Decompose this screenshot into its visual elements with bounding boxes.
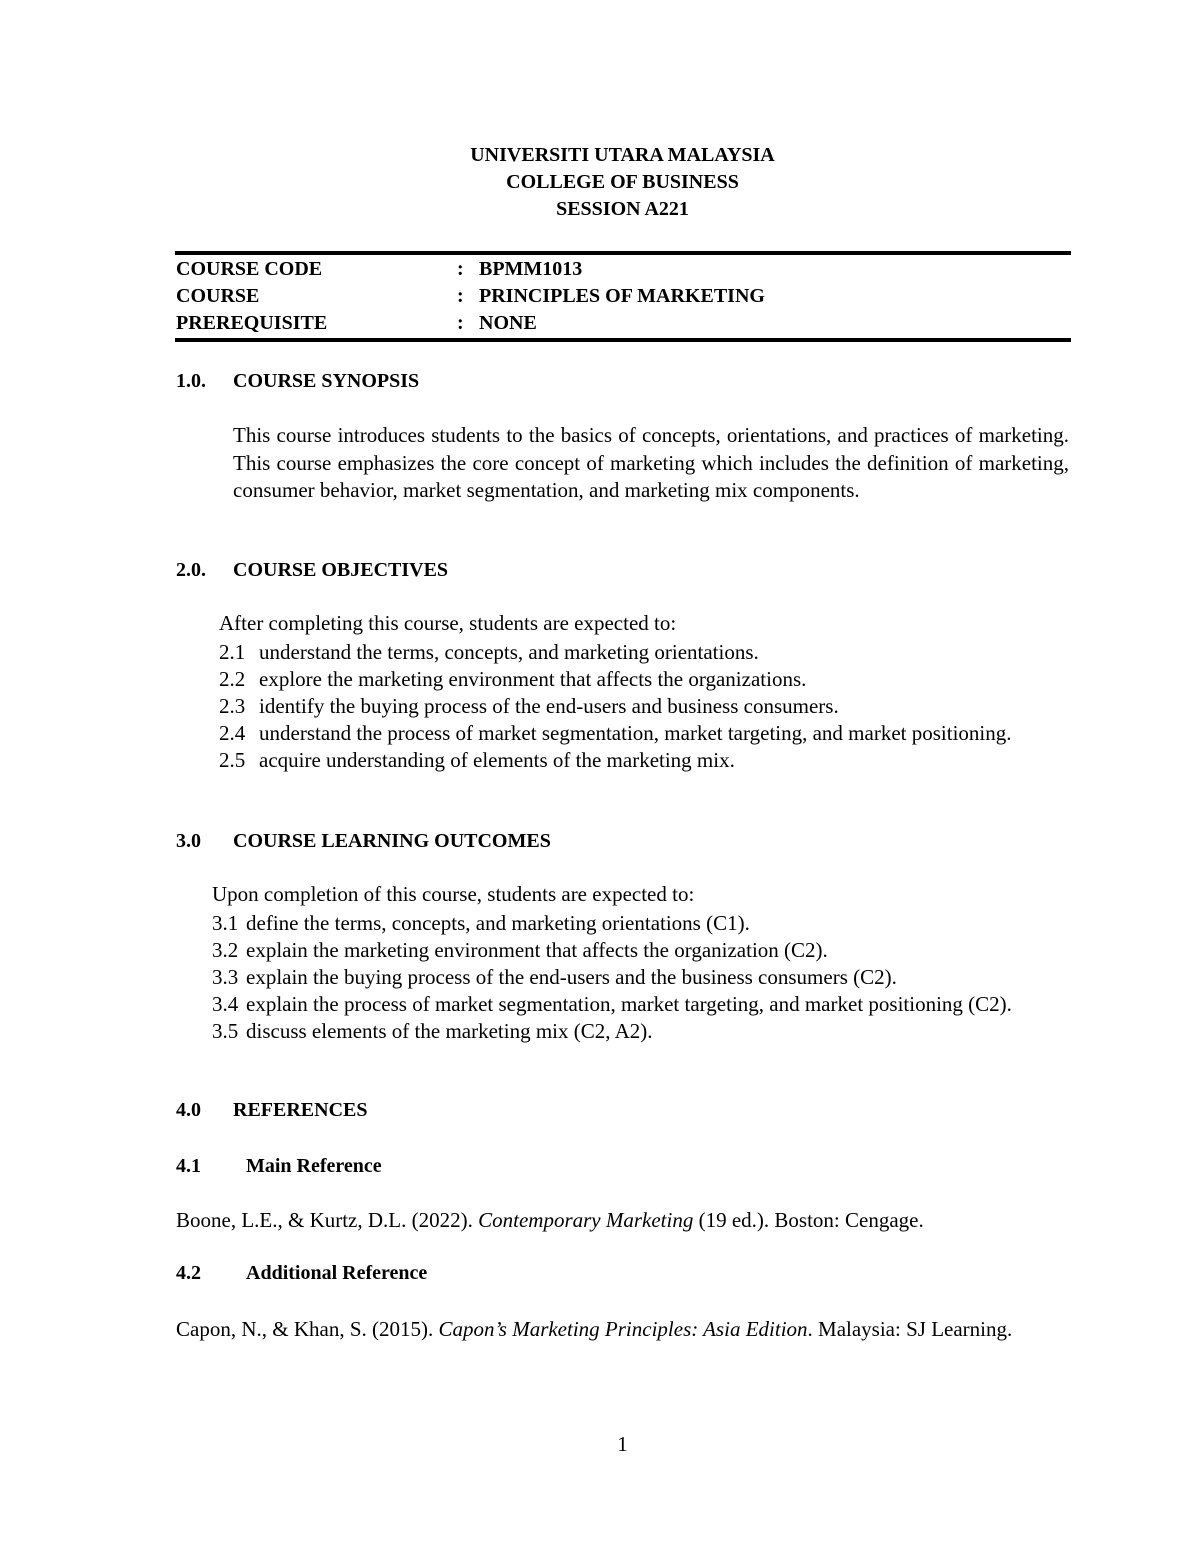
course-name-label: COURSE <box>176 285 260 307</box>
prerequisite-colon: : <box>457 312 464 334</box>
objectives-intro: After completing this course, students are expected to: <box>219 611 677 635</box>
course-code-label: COURSE CODE <box>176 258 323 280</box>
main-reference-title: Main Reference <box>246 1155 382 1177</box>
page-number: 1 <box>617 1432 628 1456</box>
references-heading <box>176 1099 367 1122</box>
session-label: SESSION A221 <box>556 198 689 220</box>
outcome-number: 3.2 <box>212 938 239 962</box>
main-reference-authors: Boone, L.E., & Kurtz, D.L. (2022). <box>176 1208 479 1232</box>
outcome-number: 3.1 <box>212 911 239 935</box>
course-name-row <box>176 283 765 310</box>
outcome-text: explain the buying process of the end-users and the business consumers (C2). <box>246 965 897 989</box>
list-item <box>219 693 1070 720</box>
objective-text: acquire understanding of elements of the marketing mix. <box>259 748 735 772</box>
list-item <box>212 937 1070 964</box>
outcome-text: explain the process of market segmentation, market targeting, and market positioning (C2). <box>246 992 1012 1016</box>
main-reference-entry <box>176 1207 1070 1235</box>
outcome-number: 3.3 <box>212 965 239 989</box>
document-header <box>0 142 1200 223</box>
objective-number: 2.5 <box>219 748 246 772</box>
list-item <box>219 639 1070 666</box>
prerequisite-value: NONE <box>479 312 537 334</box>
references-title: REFERENCES <box>233 1099 368 1121</box>
list-item <box>212 964 1070 991</box>
outcomes-title: COURSE LEARNING OUTCOMES <box>233 830 551 852</box>
additional-reference-entry <box>176 1316 1070 1344</box>
objectives-heading <box>176 559 448 582</box>
list-item <box>212 991 1070 1018</box>
course-info-table <box>176 256 765 337</box>
main-reference-citation <box>176 1207 1070 1235</box>
synopsis-title: COURSE SYNOPSIS <box>233 370 420 392</box>
course-code-value: BPMM1013 <box>479 258 583 280</box>
course-code-row <box>176 256 765 283</box>
outcome-number: 3.5 <box>212 1019 239 1043</box>
course-name-colon: : <box>457 285 464 307</box>
university-name: UNIVERSITI UTARA MALAYSIA <box>470 144 775 166</box>
outcomes-number: 3.0 <box>176 830 201 852</box>
additional-reference-publication: . Malaysia: SJ Learning. <box>807 1317 1013 1341</box>
objectives-list <box>219 639 1070 774</box>
additional-reference-heading <box>176 1262 427 1285</box>
main-reference-book-title: Contemporary Marketing <box>478 1208 694 1232</box>
main-reference-number: 4.1 <box>176 1155 201 1177</box>
list-item <box>212 910 1070 937</box>
course-code-colon: : <box>457 258 464 280</box>
additional-reference-authors: Capon, N., & Khan, S. (2015). <box>176 1317 439 1341</box>
outcome-text: define the terms, concepts, and marketing orientations (C1). <box>246 911 750 935</box>
list-item <box>219 747 1070 774</box>
synopsis-number: 1.0. <box>176 370 206 392</box>
course-name-value: PRINCIPLES OF MARKETING <box>479 285 765 307</box>
additional-reference-title: Additional Reference <box>246 1262 428 1284</box>
list-item <box>219 666 1070 693</box>
objective-number: 2.1 <box>219 640 246 664</box>
additional-reference-number: 4.2 <box>176 1262 201 1284</box>
outcome-text: explain the marketing environment that affects the organization (C2). <box>246 938 828 962</box>
objective-text: understand the terms, concepts, and marketing orientations. <box>259 640 759 664</box>
synopsis-heading <box>176 370 419 393</box>
outcome-text: discuss elements of the marketing mix (C2, A2). <box>246 1019 653 1043</box>
prerequisite-row <box>176 310 765 337</box>
objective-number: 2.2 <box>219 667 246 691</box>
references-number: 4.0 <box>176 1099 201 1121</box>
objective-number: 2.3 <box>219 694 246 718</box>
bottom-rule <box>175 338 1071 342</box>
outcome-number: 3.4 <box>212 992 239 1016</box>
top-rule <box>175 251 1071 255</box>
objective-text: identify the buying process of the end-users and business consumers. <box>259 694 839 718</box>
outcomes-intro: Upon completion of this course, students are expected to: <box>212 882 695 906</box>
additional-reference-book-title: Capon’s Marketing Principles: Asia Edition <box>438 1317 808 1341</box>
objective-text: understand the process of market segmentation, market targeting, and market positioning. <box>259 721 1012 745</box>
objective-number: 2.4 <box>219 721 246 745</box>
list-item <box>212 1018 1070 1045</box>
college-name: COLLEGE OF BUSINESS <box>506 171 739 193</box>
outcomes-heading <box>176 830 551 853</box>
additional-reference-citation <box>176 1316 1070 1344</box>
main-reference-publication: (19 ed.). Boston: Cengage. <box>693 1208 924 1232</box>
main-reference-heading <box>176 1155 382 1178</box>
objectives-title: COURSE OBJECTIVES <box>233 559 449 581</box>
objective-text: explore the marketing environment that affects the organizations. <box>259 667 807 691</box>
outcomes-list <box>212 910 1070 1045</box>
list-item <box>219 720 1070 747</box>
objectives-number: 2.0. <box>176 559 206 581</box>
synopsis-text: This course introduces students to the basics of concepts, orientations, and practices of marketing. This course emphasizes the core concept of marketing which includes the definition of marketing, consumer behavior, market segmentation, and marketing mix components. <box>233 423 1069 502</box>
prerequisite-label: PREREQUISITE <box>176 312 328 334</box>
